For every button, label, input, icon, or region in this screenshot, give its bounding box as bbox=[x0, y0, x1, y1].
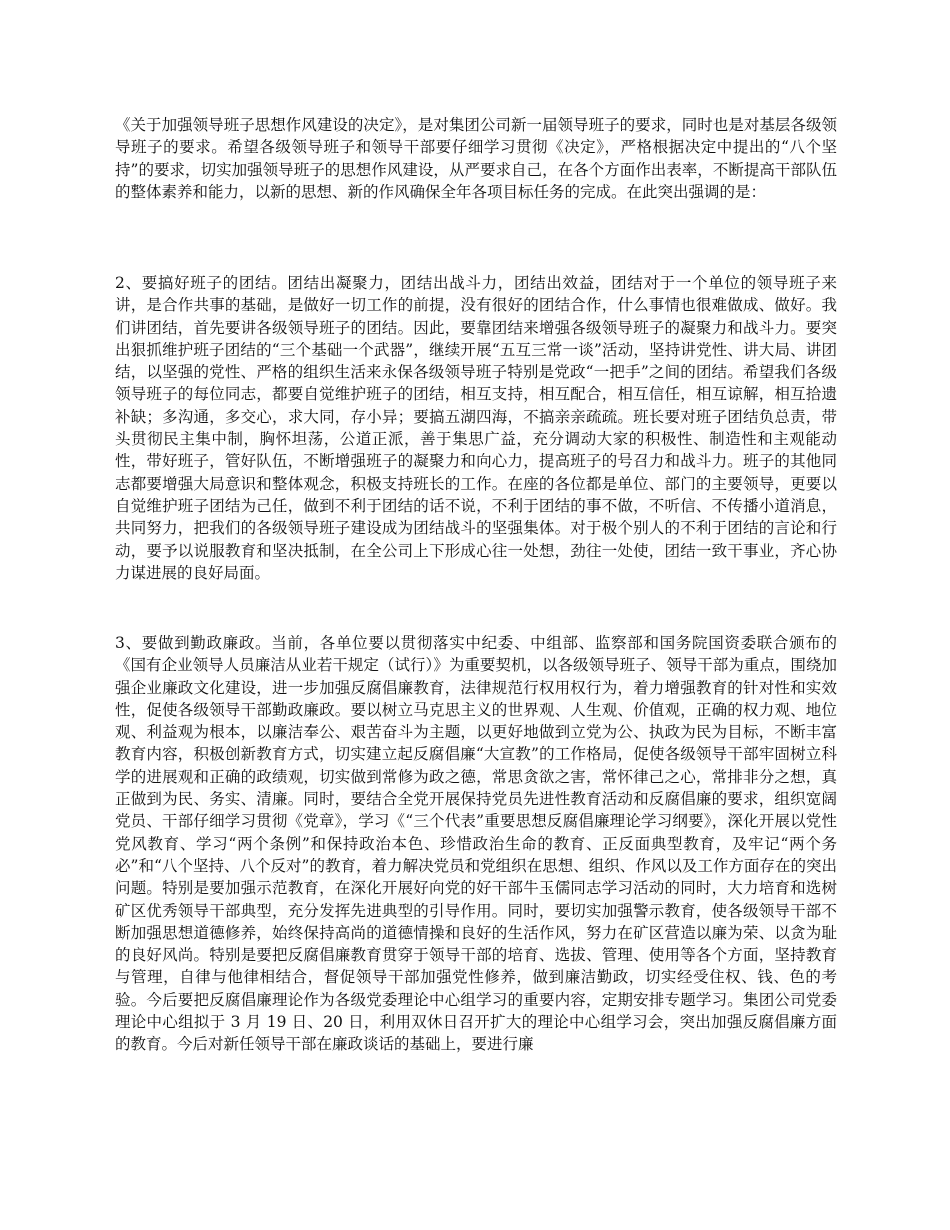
paragraph-intro: 《关于加强领导班子思想作风建设的决定》，是对集团公司新一届领导班子的要求，同时也是对基层各级领导班子的要求。希望各级领导班子和领导干部要仔细学习贯彻《决定》，严格根据决定中提出的“八个坚持”的要求，切实加强领导班子的思想作风建设，从严要求自己，在各个方面作出表率，不断提高干部队伍的整体素养和能力，以新的思想、新的作风确保全年各项目标任务的完成。在此突出强调的是： bbox=[115, 116, 837, 201]
paragraph-integrity: 3、要做到勤政廉政。当前，各单位要以贯彻落实中纪委、中组部、监察部和国务院国资委联合颁布的《国有企业领导人员廉洁从业若干规定（试行）》为重要契机，以各级领导班子、领导干部为重点，围绕加强企业廉政文化建设，进一步加强反腐倡廉教育，法律规范行权用权行为，着力增强教育的针对性和实效性，促使各级领导干部勤政廉政。要以树立马克思主义的世界观、人生观、价值观，正确的权力观、地位观、利益观为根本，以廉洁奉公、艰苦奋斗为主题，以更好地做到立党为公、执政为民为目标，不断丰富教育内容，积极创新教育方式，切实建立起反腐倡廉“大宣教”的工作格局，促使各级领导干部牢固树立科学的进展观和正确的政绩观，切实做到常修为政之德，常思贪欲之害，常怀律己之心，常排非分之想，真正做到为民、务实、清廉。同时，要结合全党开展保持党员先进性教育活动和反腐倡廉的要求，组织宽阔党员、干部仔细学习贯彻《党章》，学习《“三个代表”重要思想反腐倡廉理论学习纲要》，深化开展以党性党风教育、学习“两个条例”和保持政治本色、珍惜政治生命的教育、正反面典型教育，及牢记“两个务必”和“八个坚持、八个反对”的教育，着力解决党员和党组织在思想、组织、作风以及工作方面存在的突出问题。特别是要加强示范教育，在深化开展好向党的好干部牛玉儒同志学习活动的同时，大力培育和选树矿区优秀领导干部典型，充分发挥先进典型的引导作用。同时，要切实加强警示教育，使各级领导干部不断加强思想道德修养，始终保持高尚的道德情操和良好的生活作风，努力在矿区营造以廉为荣、以贪为耻的良好风尚。特别是要把反腐倡廉教育贯穿于领导干部的培育、选拔、管理、使用等各个方面，坚持教育与管理，自律与他律相结合，督促领导干部加强党性修养，做到廉洁勤政，切实经受住权、钱、色的考验。今后要把反腐倡廉理论作为各级党委理论中心组学习的重要内容，定期安排专题学习。集团公司党委理论中心组拟于 3 月 19 日、20 日，利用双休日召开扩大的理论中心组学习会，突出加强反腐倡廉方面的教育。今后对新任领导干部在廉政谈话的基础上，要进行廉 bbox=[115, 634, 837, 1054]
paragraph-unity: 2、要搞好班子的团结。团结出凝聚力，团结出战斗力，团结出效益，团结对于一个单位的领导班子来讲，是合作共事的基础，是做好一切工作的前提，没有很好的团结合作，什么事情也很难做成、做好。我们讲团结，首先要讲各级领导班子的团结。因此，要靠团结来增强各级领导班子的凝聚力和战斗力。要突出狠抓维护班子团结的“三个基础一个武器”，继续开展“五互三常一谈”活动，坚持讲党性、讲大局、讲团结，以坚强的党性、严格的组织生活来永保各级领导班子特别是党政“一把手”之间的团结。希望我们各级领导班子的每位同志，都要自觉维护班子的团结，相互支持，相互配合，相互信任，相互谅解，相互拾遗补缺；多沟通，多交心，求大同，存小异；要搞五湖四海，不搞亲亲疏疏。班长要对班子团结负总责，带头贯彻民主集中制，胸怀坦荡，公道正派，善于集思广益，充分调动大家的积极性、制造性和主观能动性，带好班子，管好队伍，不断增强班子的凝聚力和向心力，提高班子的号召力和战斗力。班子的其他同志都要增强大局意识和整体观念，积极支持班长的工作。在座的各位都是单位、部门的主要领导，更要以自觉维护班子团结为己任，做到不利于团结的话不说，不利于团结的事不做，不听信、不传播小道消息，共同努力，把我们的各级领导班子建设成为团结战斗的坚强集体。对于极个别人的不利于团结的言论和行动，要予以说服教育和坚决抵制，在全公司上下形成心往一处想，劲往一处使，团结一致干事业，齐心协力谋进展的良好局面。 bbox=[115, 274, 837, 582]
